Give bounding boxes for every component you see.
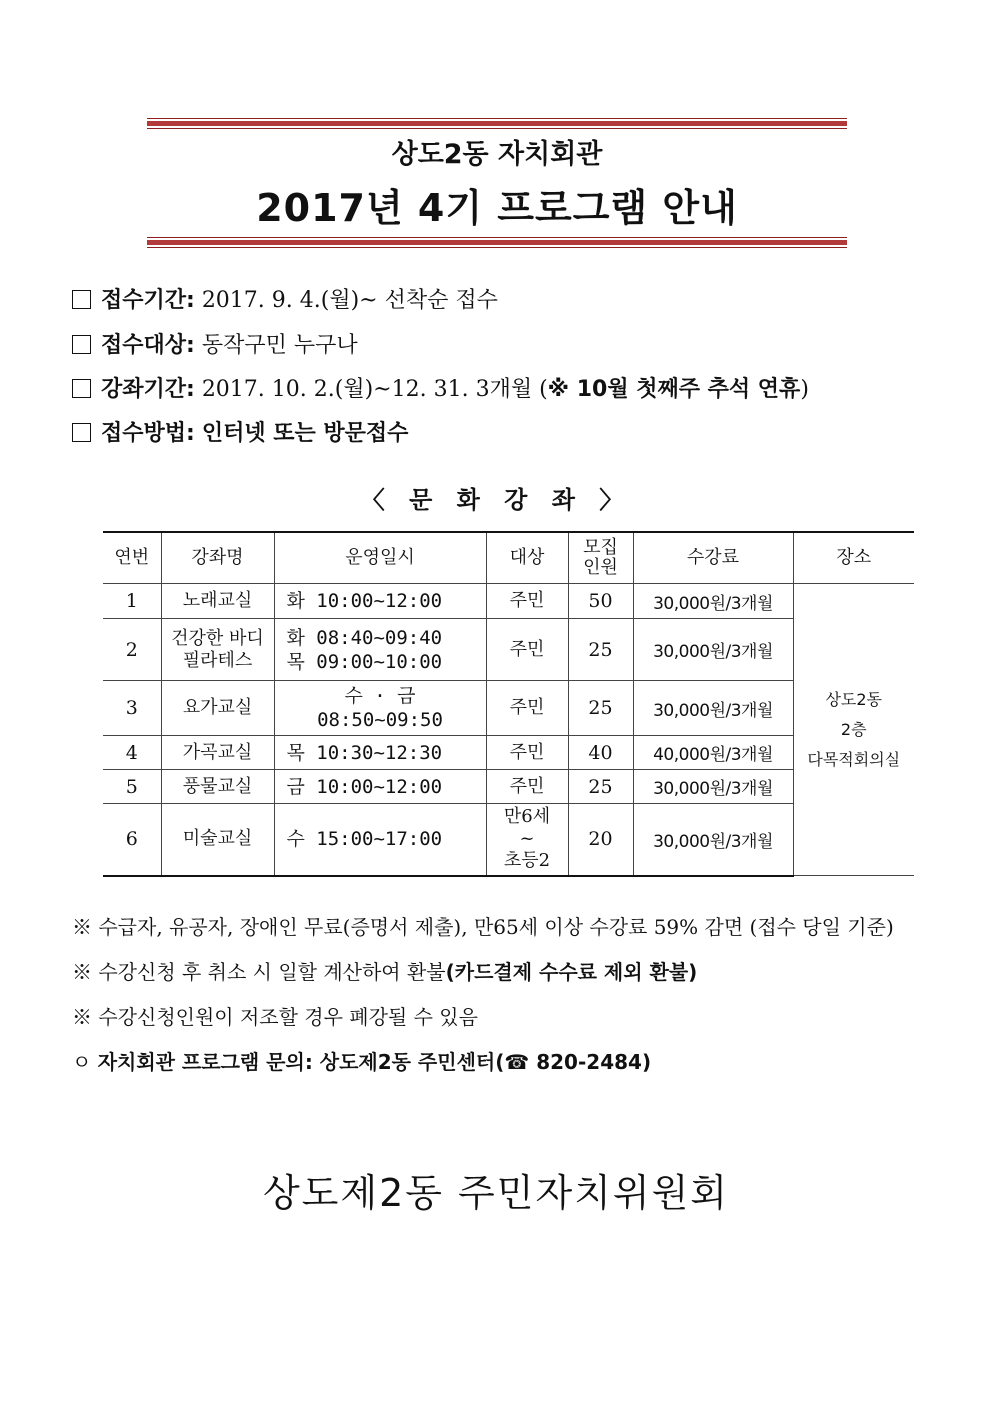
cell-fee: 30,000원/3개월 xyxy=(633,770,793,804)
note-discount: ※ 수급자, 유공자, 장애인 무료(증명서 제출), 만65세 이상 수강료 59% 감면 (접수 당일 기준) xyxy=(72,915,894,939)
cell-target: 주민 xyxy=(486,584,568,619)
bottom-title-rule xyxy=(147,237,847,248)
top-rule xyxy=(147,118,847,129)
cell-name xyxy=(161,619,274,681)
cell-name: 풍물교실 xyxy=(161,770,274,804)
info-registration-period xyxy=(72,286,498,316)
place-line2: 2층 xyxy=(840,719,867,739)
cell-target: 주민 xyxy=(486,681,568,736)
cell-time: 목 10:30~12:30 xyxy=(274,736,486,770)
table-row xyxy=(103,584,914,619)
note-refund xyxy=(72,958,697,986)
cell-time-l1: 수 · 금 xyxy=(344,685,416,707)
cell-name: 노래교실 xyxy=(161,584,274,619)
col-header-name: 강좌명 xyxy=(161,532,274,584)
cell-target-l2: ~ xyxy=(519,828,535,850)
checkbox-square-icon xyxy=(72,423,91,442)
cell-count: 25 xyxy=(568,619,633,681)
page-subtitle: 상도2동 자치회관 xyxy=(391,139,603,170)
note-contact xyxy=(72,1048,651,1076)
program-table xyxy=(103,531,914,877)
cell-target-l1: 만6세 xyxy=(503,806,551,828)
info-holiday-note: ※ 10월 첫째주 추석 연휴 xyxy=(547,377,801,402)
table-row xyxy=(103,770,914,804)
cell-time: 수 15:00~17:00 xyxy=(274,804,486,876)
col-header-fee: 수강료 xyxy=(633,532,793,584)
cell-fee: 30,000원/3개월 xyxy=(633,804,793,876)
cell-fee: 30,000원/3개월 xyxy=(633,584,793,619)
cell-time: 화 10:00~12:00 xyxy=(274,584,486,619)
cell-name-l2: 필라테스 xyxy=(182,649,253,671)
col-header-time: 운영일시 xyxy=(274,532,486,584)
cell-name-l1: 건강한 바디 xyxy=(171,627,264,649)
cell-fee: 30,000원/3개월 xyxy=(633,619,793,681)
cell-no: 6 xyxy=(103,804,161,876)
info-label: 접수기간: xyxy=(101,288,195,313)
note-refund-text: ※ 수강신청 후 취소 시 일할 계산하여 환불 xyxy=(72,960,446,984)
cell-count: 25 xyxy=(568,681,633,736)
cell-fee: 40,000원/3개월 xyxy=(633,736,793,770)
cell-time-l2: 08:50~09:50 xyxy=(317,709,443,731)
info-value: 인터넷 또는 방문접수 xyxy=(201,421,409,446)
table-row xyxy=(103,804,914,876)
cell-time-l2: 목 09:00~10:00 xyxy=(286,650,443,673)
cell-no: 4 xyxy=(103,736,161,770)
info-value-tail: ) xyxy=(800,377,809,402)
note-contact-text: 자치회관 프로그램 문의: 상도제2동 주민센터(☎ 820-2484) xyxy=(97,1050,652,1074)
col-header-count xyxy=(568,532,633,584)
info-label: 접수방법: xyxy=(101,421,195,446)
cell-target-l3: 초등2 xyxy=(503,850,551,872)
cell-time-l1: 화 08:40~09:40 xyxy=(286,626,443,649)
cell-no: 1 xyxy=(103,584,161,619)
col-header-count-l2: 인원 xyxy=(583,557,618,578)
table-row xyxy=(103,736,914,770)
checkbox-square-icon xyxy=(72,379,91,398)
cell-time xyxy=(274,681,486,736)
cell-time: 금 10:00~12:00 xyxy=(274,770,486,804)
info-value: 2017. 10. 2.(월)~12. 31. 3개월 ( xyxy=(201,377,548,402)
cell-place xyxy=(793,584,914,876)
cell-count: 50 xyxy=(568,584,633,619)
table-row xyxy=(103,619,914,681)
cell-target: 주민 xyxy=(486,770,568,804)
cell-no: 2 xyxy=(103,619,161,681)
col-header-target: 대상 xyxy=(486,532,568,584)
info-label: 강좌기간: xyxy=(101,377,195,402)
info-course-period xyxy=(72,375,809,405)
table-header-row xyxy=(103,532,914,584)
col-header-count-l1: 모집 xyxy=(583,537,618,558)
cell-name: 요가교실 xyxy=(161,681,274,736)
table-row xyxy=(103,681,914,736)
info-value: 2017. 9. 4.(월)~ 선착순 접수 xyxy=(201,288,498,313)
cell-no: 5 xyxy=(103,770,161,804)
cell-name: 가곡교실 xyxy=(161,736,274,770)
place-line3: 다목적회의실 xyxy=(807,749,901,769)
note-cancellation: ※ 수강신청인원이 저조할 경우 폐강될 수 있음 xyxy=(72,1005,478,1029)
cell-time xyxy=(274,619,486,681)
cell-target: 주민 xyxy=(486,736,568,770)
info-target xyxy=(72,331,358,361)
info-value: 동작구민 누구나 xyxy=(201,333,358,358)
cell-count: 25 xyxy=(568,770,633,804)
col-header-no: 연번 xyxy=(103,532,161,584)
cell-count: 20 xyxy=(568,804,633,876)
cell-name: 미술교실 xyxy=(161,804,274,876)
checkbox-square-icon xyxy=(72,290,91,309)
note-refund-bold: (카드결제 수수료 제외 환불) xyxy=(445,960,698,984)
info-registration-method xyxy=(72,419,408,449)
cell-fee: 30,000원/3개월 xyxy=(633,681,793,736)
cell-target xyxy=(486,804,568,876)
footer-organization: 상도제2동 주민자치위원회 xyxy=(262,1171,730,1215)
place-line1: 상도2동 xyxy=(825,689,883,709)
section-heading: 〈 문 화 강 좌 〉 xyxy=(360,486,632,514)
info-label: 접수대상: xyxy=(101,333,195,358)
cell-target: 주민 xyxy=(486,619,568,681)
page-title: 2017년 4기 프로그램 안내 xyxy=(256,186,738,230)
cell-count: 40 xyxy=(568,736,633,770)
cell-no: 3 xyxy=(103,681,161,736)
title-block xyxy=(147,135,847,235)
note-contact-bullet: ㅇ xyxy=(72,1050,92,1074)
col-header-place: 장소 xyxy=(793,532,914,584)
checkbox-square-icon xyxy=(72,335,91,354)
